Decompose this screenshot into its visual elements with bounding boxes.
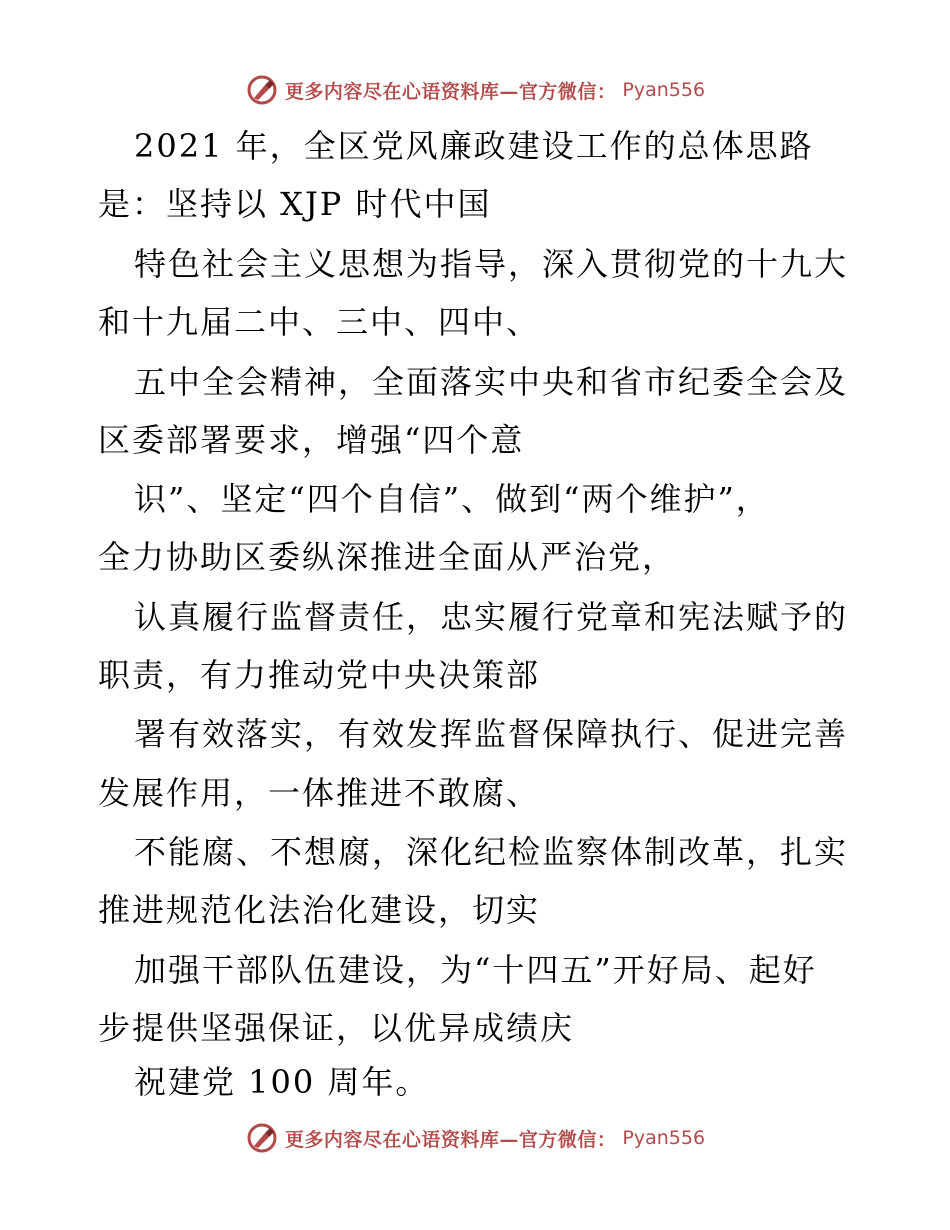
text-line: 祝建党 100 周年。 (134, 1063, 430, 1101)
watermark-footer (0, 1118, 950, 1158)
text-line: 加强干部队伍建设，为“十四五”开好局、起好 (134, 951, 817, 989)
watermark-contact: Pyan556 (622, 1127, 706, 1149)
text-line: 推进规范化法治化建设，切实 (98, 891, 541, 929)
text-line: 区委部署要求，增强“四个意 (98, 421, 525, 459)
text-line: 认真履行监督责任，忠实履行党章和宪法赋予的 (134, 598, 849, 636)
text-line: 特色社会主义思想为指导，深入贯彻党的十九大 (134, 245, 849, 283)
text-line: 和十九届二中、三中、四中、 (98, 303, 541, 341)
text-line: 五中全会精神，全面落实中央和省市纪委全会及 (134, 363, 849, 401)
pen-nib-circle-icon (245, 73, 279, 107)
pen-nib-circle-icon (245, 1121, 279, 1155)
text-line: 不能腐、不想腐，深化纪检监察体制改革，扎实 (134, 833, 849, 871)
watermark-text: 更多内容尽在心语资料库—官方微信： (284, 1128, 617, 1151)
text-line: 职责，有力推动党中央决策部 (98, 656, 541, 694)
watermark-text: 更多内容尽在心语资料库—官方微信： (284, 80, 617, 103)
watermark-contact: Pyan556 (622, 79, 706, 101)
text-line: 2021 年，全区党风廉政建设工作的总体思路 (134, 127, 814, 165)
text-line: 全力协助区委纵深推进全面从严治党， (98, 538, 677, 576)
text-line: 发展作用，一体推进不敢腐、 (98, 774, 541, 812)
text-line: 识”、坚定“四个自信”、做到“两个维护”， (134, 480, 770, 518)
text-line: 是：坚持以 XJP 时代中国 (98, 185, 492, 223)
watermark-header (0, 70, 950, 110)
text-line: 署有效落实，有效发挥监督保障执行、促进完善 (134, 715, 849, 753)
text-line: 步提供坚强保证，以优异成绩庆 (98, 1009, 575, 1047)
